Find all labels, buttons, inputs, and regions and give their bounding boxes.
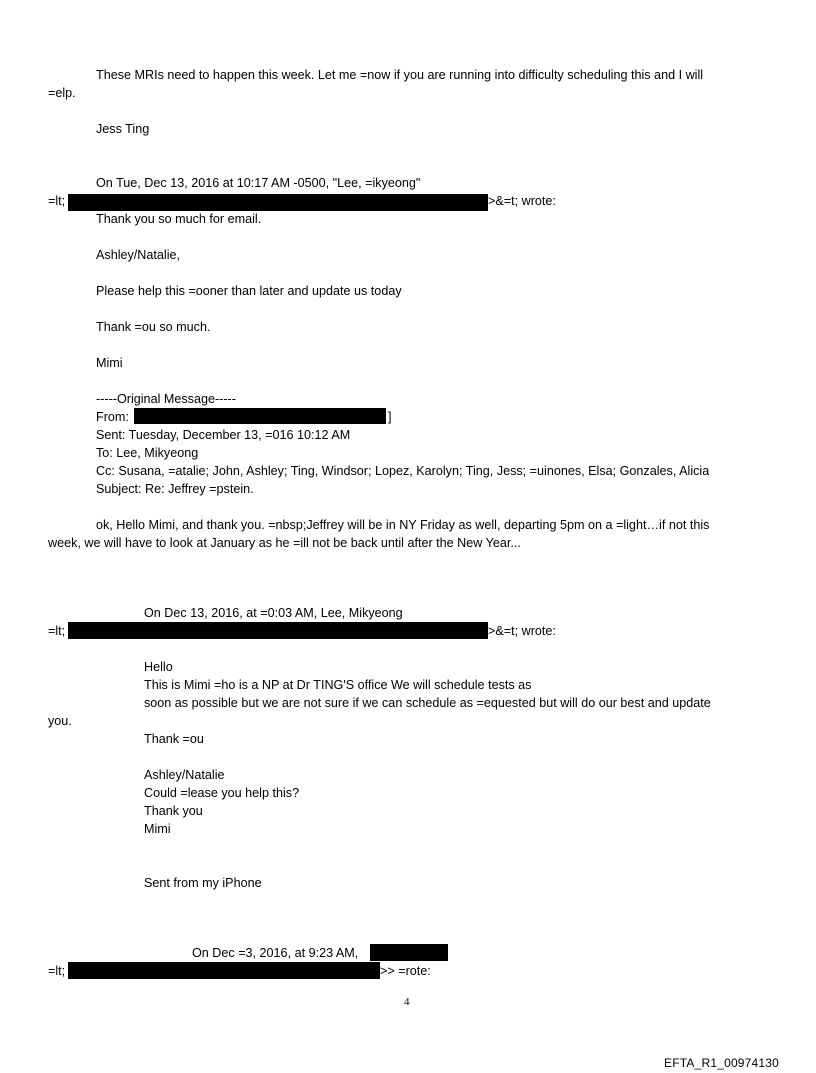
to-line: To: Lee, Mikyeong [96,446,199,460]
body-line: ok, Hello Mimi, and thank you. =nbsp;Jeffrey will be in NY Friday as well, departing 5pm on a =light…if not this [96,518,710,532]
body-line: Thank you [144,804,203,818]
body-line: Please help this =ooner than later and update us today [96,284,402,298]
body-line: Thank you so much for email. [96,212,262,226]
body-line: Thank =ou so much. [96,320,211,334]
from-line-end: ] [388,410,392,424]
cc-line: Cc: Susana, =atalie; John, Ashley; Ting, Windsor; Lopez, Karolyn; Ting, Jess; =uinones, Elsa; Gonzales, Alicia [96,464,710,478]
body-line: Ashley/Natalie [144,768,225,782]
body-line: Hello [144,660,173,674]
body-line: soon as possible but we are not sure if we can schedule as =equested but will do our best and update [144,696,711,710]
subject-line: Subject: Re: Jeffrey =pstein. [96,482,254,496]
body-line: Thank =ou [144,732,204,746]
body-line: =elp. [48,86,76,100]
from-line: From: [96,410,129,424]
original-message-divider: -----Original Message----- [96,392,236,406]
page-number: 4 [404,996,410,1008]
signature-line: Mimi [144,822,171,836]
sent-line: Sent: Tuesday, December 13, =016 10:12 AM [96,428,351,442]
reply-header-line: On Tue, Dec 13, 2016 at 10:17 AM -0500, "Lee, =ikyeong" [96,176,421,190]
body-line: Sent from my iPhone [144,876,262,890]
redaction-bar [68,622,488,639]
body-line: week, we will have to look at January as he =ill not be back until after the New Year... [48,536,521,550]
signature-line: Mimi [96,356,123,370]
body-line: This is Mimi =ho is a NP at Dr TING'S office We will schedule tests as [144,678,532,692]
signature-line: Jess Ting [96,122,150,136]
reply-header-line: >&=t; wrote: [488,624,556,638]
reply-header-line: =lt; [48,624,66,638]
reply-header-line: >&=t; wrote: [488,194,556,208]
redaction-bar [68,962,380,979]
body-line: you. [48,714,72,728]
body-line: Could =lease you help this? [144,786,300,800]
reply-header-line: On Dec =3, 2016, at 9:23 AM, [192,946,359,960]
reply-header-line: >> =rote: [380,964,431,978]
body-line: These MRIs need to happen this week. Let me =now if you are running into difficulty scheduling this and I will [96,68,704,82]
bates-number: EFTA_R1_00974130 [664,1056,780,1070]
body-line: Ashley/Natalie, [96,248,180,262]
redaction-bar [370,944,448,961]
reply-header-line: =lt; [48,964,66,978]
redaction-bar [68,194,488,211]
redaction-bar [134,408,386,424]
reply-header-line: =lt; [48,194,66,208]
reply-header-line: On Dec 13, 2016, at =0:03 AM, Lee, Mikyeong [144,606,403,620]
